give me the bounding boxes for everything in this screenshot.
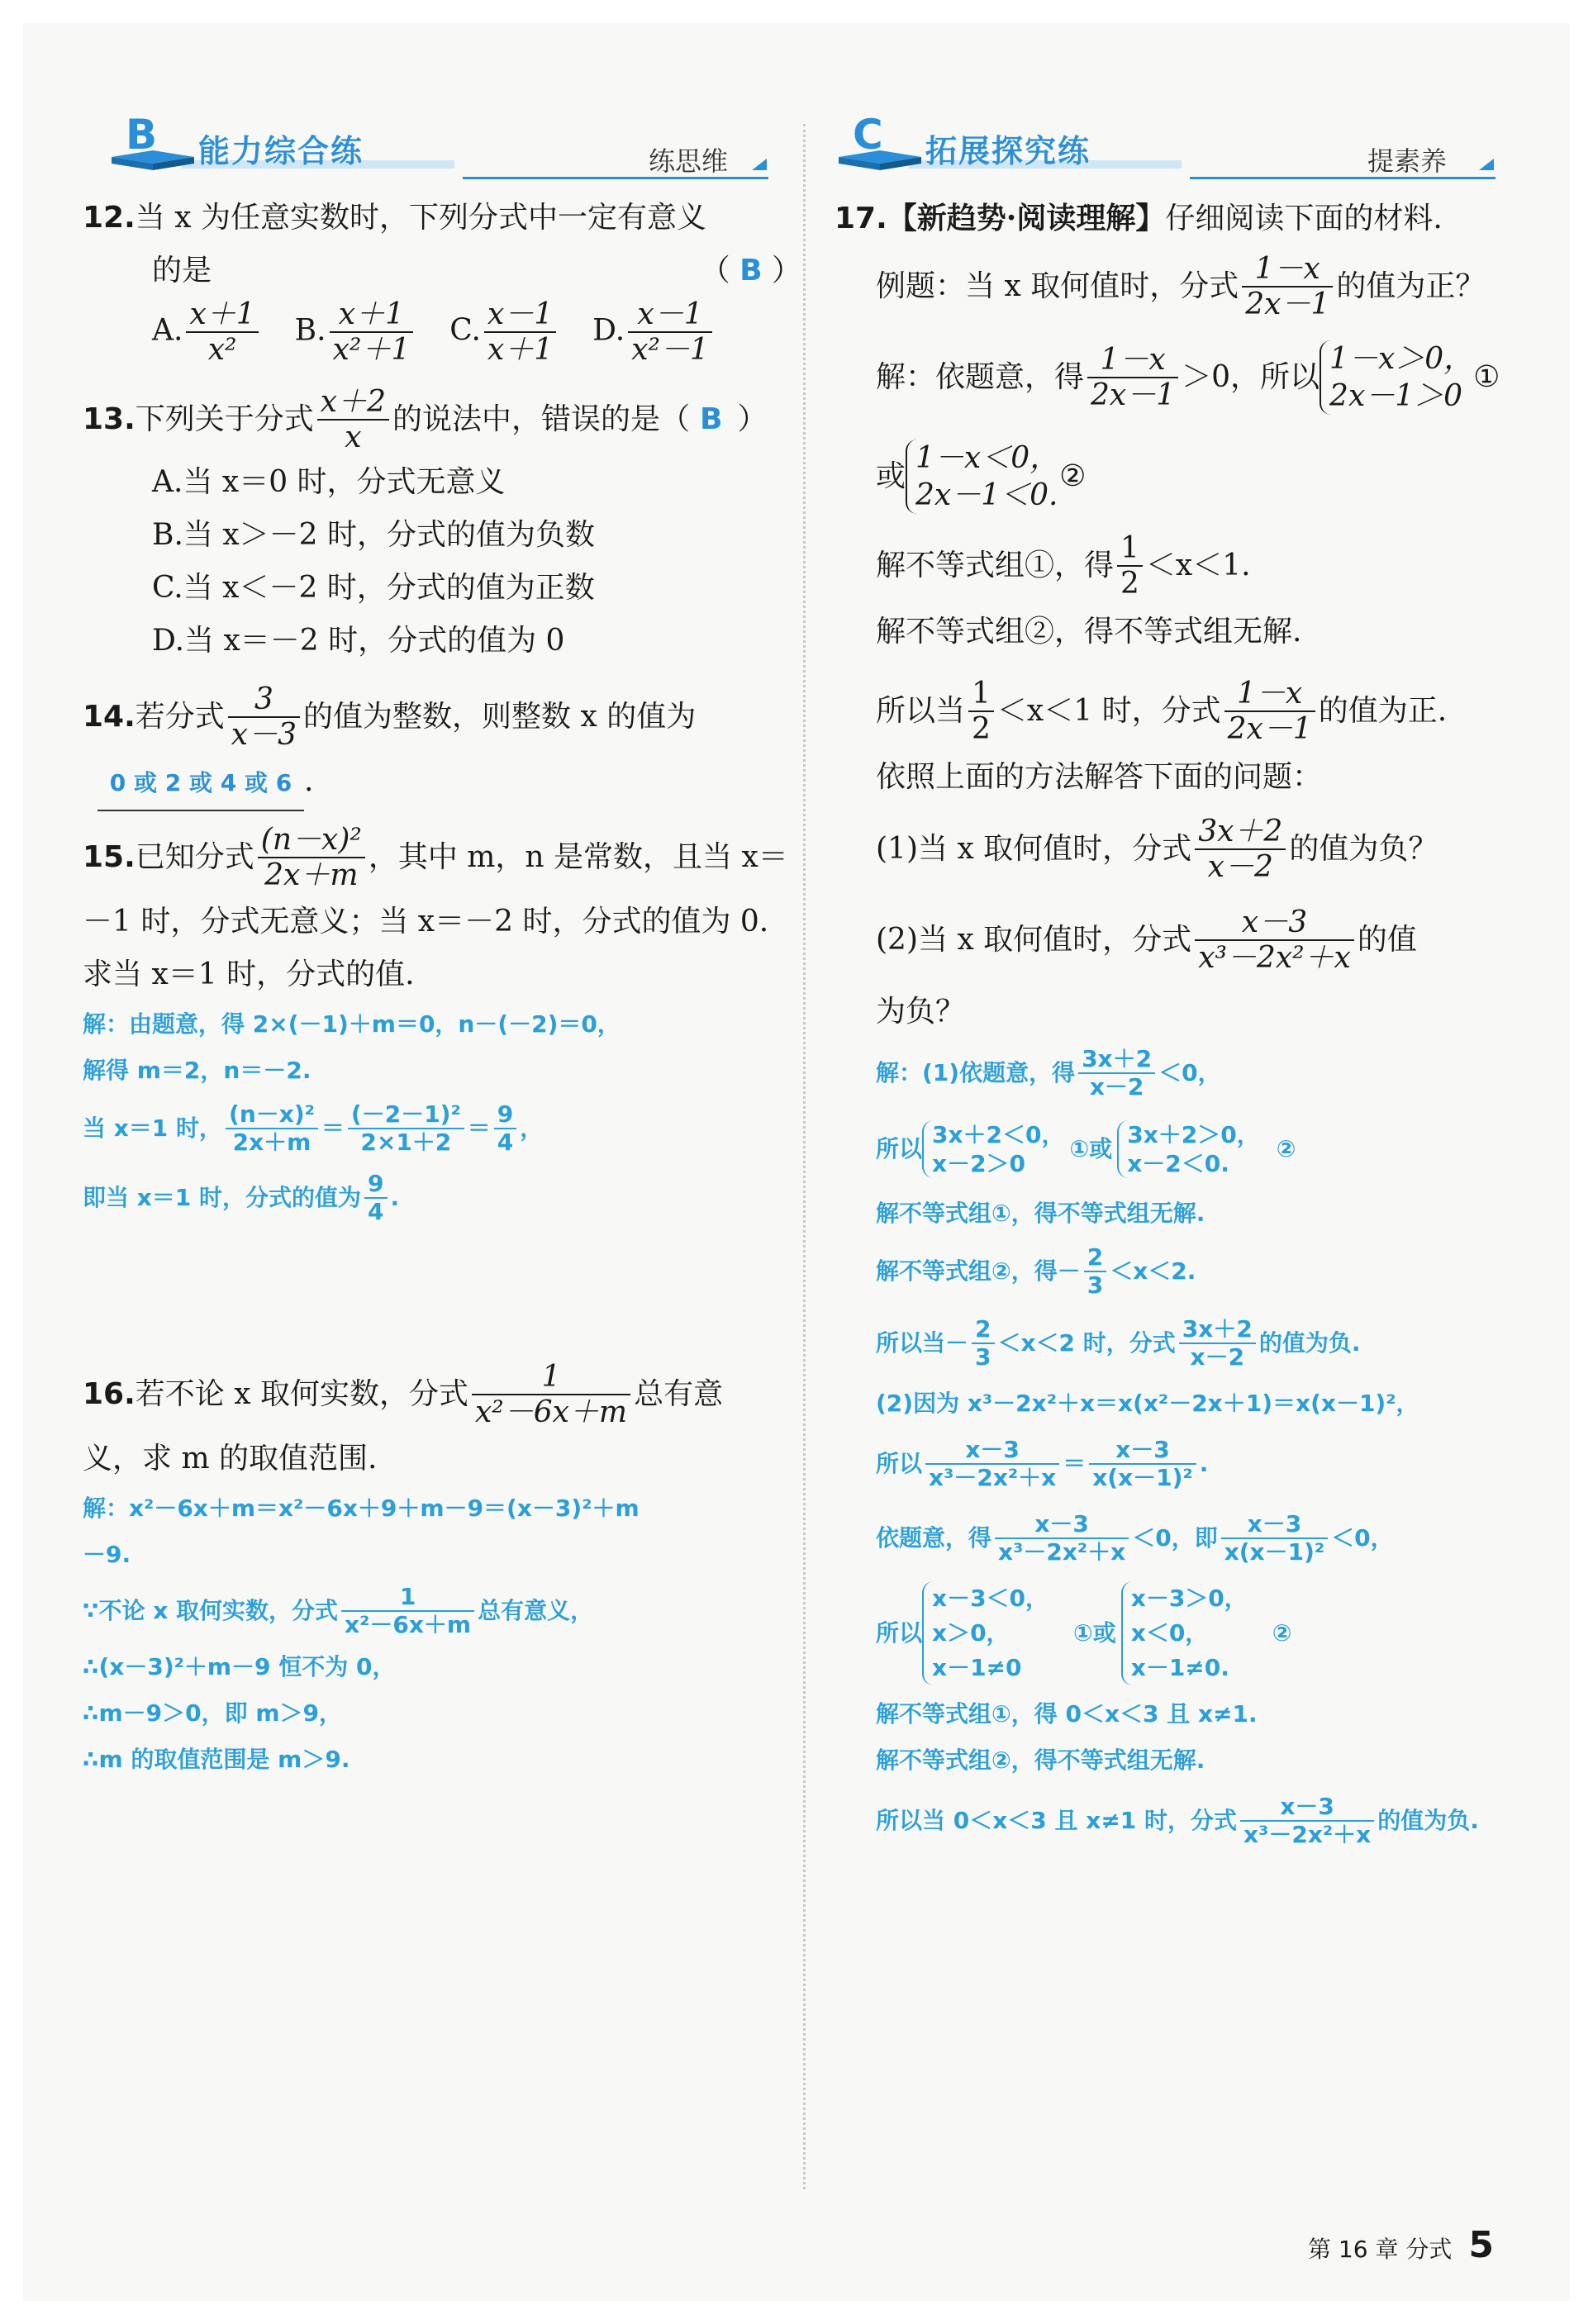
solution-line: 所以当－ $\frac{2}{3}$ ＜x＜2 时，分式 $\frac{3x+2}{x-2}$ 的值为负. [876,1314,1361,1371]
solution-line: 解不等式组②，得－ $\frac{2}{3}$ ＜x＜2. [876,1243,1196,1299]
solution-line: 即当 x＝1 时，分式的值为 $\frac{9}{4}$ . [83,1169,400,1225]
question-text: 当 x 为任意实数时，下列分式中一定有意义 [135,201,706,235]
option-d: D.当 x＝－2 时，分式的值为 0 [152,624,565,658]
example-line: 例题：当 x 取何值时，分式 $\frac{1-x}{2x-1}$ 的值为正？ [876,251,1486,321]
question-text: 仔细阅读下面的材料. [1165,202,1443,235]
option-c: C. $\frac{x-1}{x+1}$ [449,297,559,368]
option-a: A. $\frac{x+1}{\text{x²}}$ [152,297,262,368]
left-column [83,192,801,1783]
question-number: 14. [83,700,136,734]
solution-line: 所以 x－3＜0， x＞0， x－1≠0 ①或 x－3＞0， x＜0， x－1≠0. ② [835,1575,1529,1691]
solution-line: －9. [83,1541,131,1568]
subquestion-2: (2)当 x 取何值时，分式 $\frac{x-3}{\text{x³－2x²＋x}}$ 的值 [876,905,1417,975]
solution-line: 依题意，得 $\frac{x-3}{\text{x³－2x²＋x}}$ ＜0，即 $\frac{x-3}{\text{x(x－1)²}}$ ＜0， [876,1509,1394,1566]
question-16 [83,1357,801,1433]
solution-line: 解不等式组①，得 0＜x＜3 且 x≠1. [876,1700,1258,1728]
chapter-label: 第 16 章 分式 [1308,2236,1453,2263]
example-solution-4: 解不等式组②，得不等式组无解. [876,615,1302,649]
example-solution-3: 解不等式组①，得 $\frac{1}{2}$ ＜x＜1. [876,530,1251,601]
solution-line: 解：由题意，得 2×(－1)＋m＝0，n－(－2)＝0， [83,1010,621,1038]
subquestion-1: (1)当 x 取何值时，分式 $\frac{3x+2}{x-2}$ 的值为负？ [876,814,1438,884]
question-12-options [83,297,801,367]
section-header-b [107,111,785,182]
answer-choice: B [739,254,763,288]
question-text: －1 时，分式无意义；当 x＝－2 时，分式的值为 0. [83,905,769,939]
section-title: 拓展探究练 [925,133,1091,169]
option-a: A.当 x＝0 时，分式无意义 [152,465,506,499]
option-c: C.当 x＜－2 时，分式的值为正数 [152,571,595,605]
section-subtitle: 提素养 [1367,145,1448,177]
solution-line: 所以当 0＜x＜3 且 x≠1 时，分式 $\frac{x-3}{\text{x³－2x²＋x}}$ 的值为负. [876,1792,1479,1848]
solution-line: 解：(1)依题意，得 $\frac{3x+2}{x-2}$ ＜0， [876,1044,1221,1100]
question-text: 若不论 x 取何实数，分式 [135,1377,468,1411]
badge-letter: C [853,111,883,159]
example-solution-1: 解：依题意，得 $\frac{1-x}{2x-1}$ ＞0，所以 1－x＞0， 2x－1＞0 ① [876,342,1500,413]
page-number: 5 [1468,2224,1494,2266]
answer-bracket: （ B ） [700,254,801,288]
solution-line: 解不等式组②，得不等式组无解. [876,1747,1205,1774]
fill-answer: 0 或 2 或 4 或 6 [97,757,304,811]
option-d: D. $\frac{x-1}{\text{x²－1}}$ [592,297,716,368]
answer-choice: B [700,402,723,436]
fraction: $\frac{3}{x-3}$ [228,682,300,753]
solution-line: 所以 3x＋2＜0， x－2＞0 ①或 3x＋2＞0， x－2＜0. ② [876,1121,1296,1177]
question-text: 已知分式 [135,840,254,874]
instruction-line: 依照上面的方法解答下面的问题： [876,760,1323,794]
question-number: 13. [83,402,136,436]
solution-line: 解得 m＝2，n＝－2. [83,1057,311,1084]
question-number: 17. [835,202,887,235]
question-text: 求当 x＝1 时，分式的值. [83,958,415,991]
question-12-line2 [83,245,801,297]
question-number: 15. [83,840,136,874]
question-number: 16. [83,1377,136,1411]
section-title: 能力综合练 [198,133,364,169]
question-number: 12. [83,201,136,235]
question-text: 的值为整数，则整数 x 的值为 [303,700,697,734]
example-solution-5: 所以当 $\frac{1}{2}$ ＜x＜1 时，分式 $\frac{1-x}{2x-1}$ 的值为正. [876,676,1448,746]
solution-line: ∴m－9＞0，即 m＞9， [83,1699,343,1727]
question-text: ，其中 m，n 是常数，且当 x＝ [368,840,788,874]
subquestion-2-line2: 为负？ [876,995,966,1029]
solution-line: 当 x＝1 时， $\frac{\text{(n－x)²}}{2x+m}$ ＝ $\frac{\text{(－2－1)²}}{2\times 1+2}$ ＝ $\frac{9}{4}$ ， [83,1100,544,1156]
badge-letter: B [126,111,158,159]
question-17 [835,192,1529,245]
page-footer [1308,2224,1494,2266]
section-header-c [835,111,1512,182]
fraction: $\frac{1}{\text{x²－6x＋m}}$ [472,1360,630,1430]
solution-line: 所以 $\frac{x-3}{\text{x³－2x²＋x}}$ ＝ $\frac{x-3}{\text{x(x－1)²}}$ . [876,1435,1209,1491]
question-text: 总有意 [634,1377,724,1411]
bracket-close: ） [737,402,768,436]
solution-line: ∴(x－3)²＋m－9 恒不为 0， [83,1653,396,1680]
question-text: 义，求 m 的取值范围. [83,1442,378,1476]
triangle-icon [1479,159,1494,170]
option-b: B. $\frac{x+1}{\text{x²＋1}}$ [295,297,417,368]
header-underline [463,177,768,179]
question-14 [83,679,801,755]
solution-line: 解不等式组①，得不等式组无解. [876,1200,1205,1227]
section-subtitle: 练思维 [649,145,729,177]
question-14-answer-line: 0 或 2 或 4 或 6 . [83,755,801,815]
question-tag: 【新趋势·阅读理解】 [887,201,1166,235]
example-solution-2: 或 1－x＜0， 2x－1＜0. ② [876,441,1087,512]
header-underline [1190,177,1496,179]
question-text: 的说法中，错误的是（ [392,402,691,436]
triangle-icon [752,159,767,170]
question-12 [83,192,801,245]
question-text: 下列关于分式 [135,402,314,436]
column-divider [803,124,806,2189]
option-b: B.当 x＞－2 时，分式的值为负数 [152,518,595,552]
solution-line: ∵不论 x 取何实数，分式 $\frac{1}{\text{x²－6x＋m}}$ 总有意义， [83,1582,594,1638]
solution-line: ∴m 的取值范围是 m＞9. [83,1746,350,1773]
fraction: $\frac{x+2}{x}$ [317,385,389,455]
question-text: 的是 [152,254,212,288]
right-column [835,192,1529,1858]
solution-line: (2)因为 x³－2x²＋x＝x(x²－2x＋1)＝x(x－1)²， [876,1390,1419,1417]
question-text: 若分式 [135,700,225,734]
solution-line: 解：x²－6x＋m＝x²－6x＋9＋m－9＝(x－3)²＋m [83,1495,640,1522]
fraction: $\frac{\text{(n－x)²}}{2x+m}$ [258,823,365,893]
question-13 [83,383,801,456]
question-15 [83,820,801,896]
